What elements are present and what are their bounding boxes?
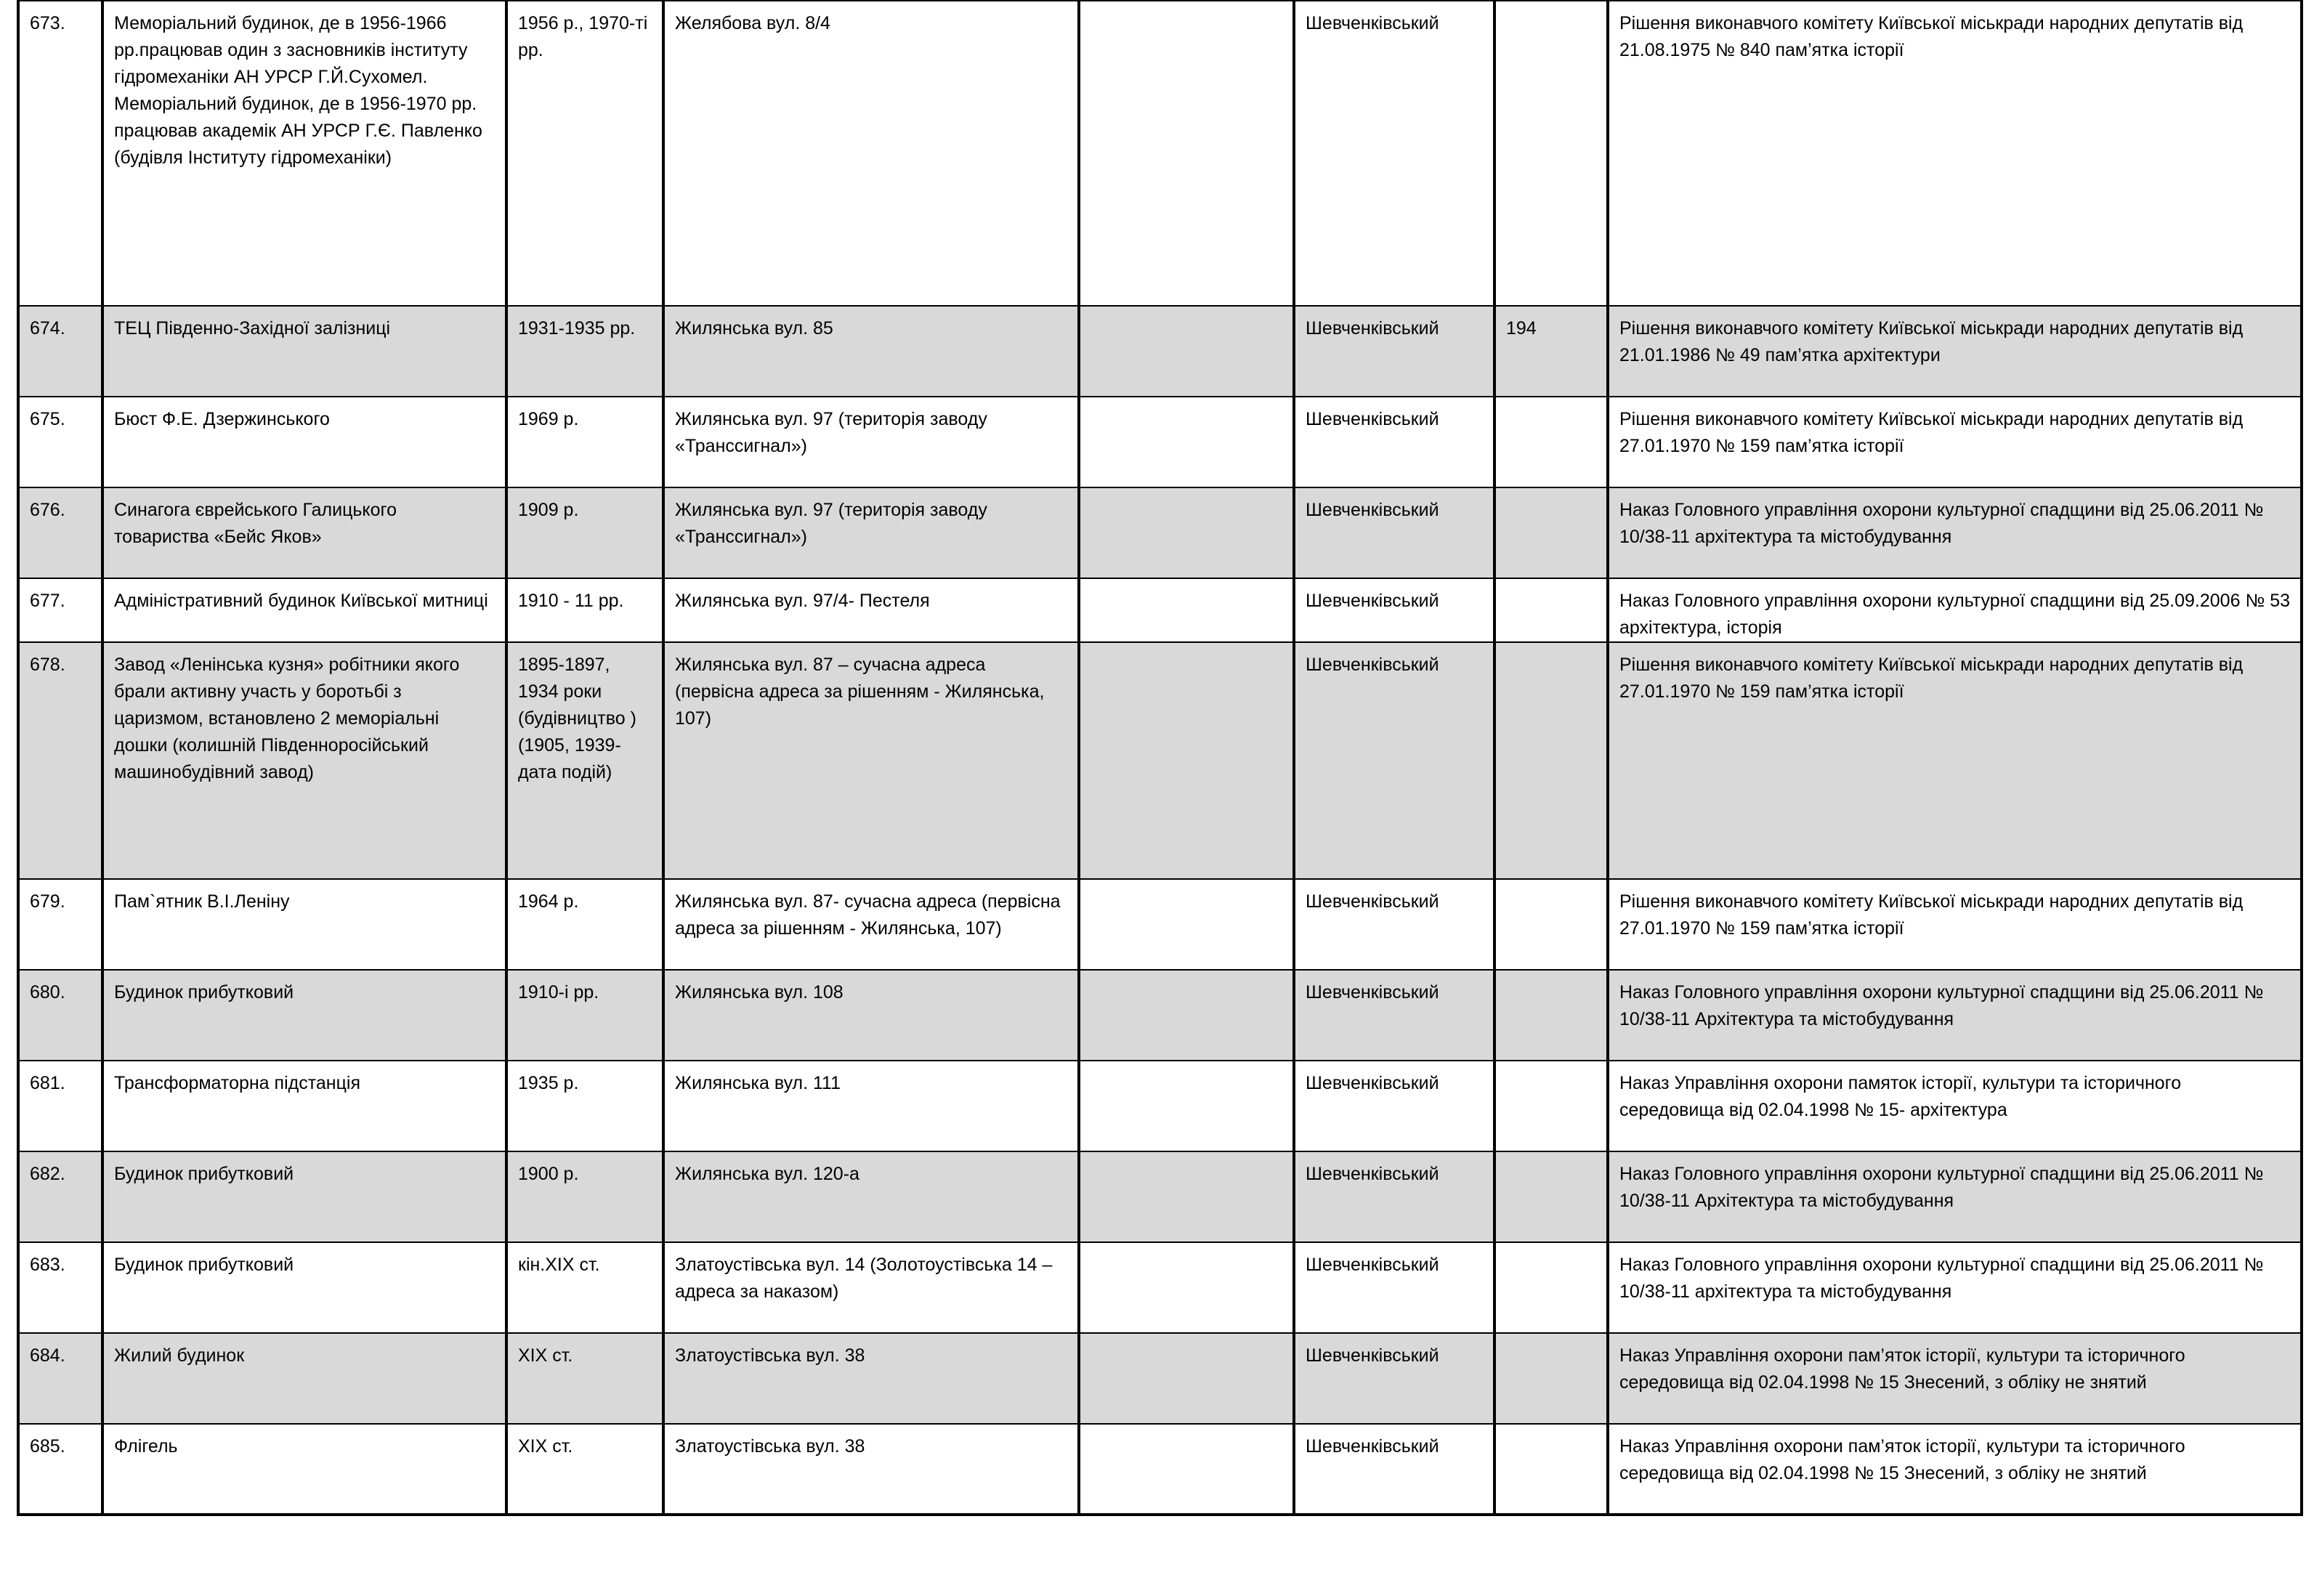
cell-object-address: Златоустівська вул. 38 bbox=[663, 1333, 1079, 1424]
cell-row-number: 676. bbox=[18, 487, 102, 578]
cell-object-date: 1895-1897, 1934 роки (будівництво ) (1905, 1939- дата подій) bbox=[506, 642, 663, 879]
table-row bbox=[18, 970, 2302, 1061]
cell-object-address: Жилянська вул. 111 bbox=[663, 1061, 1079, 1151]
cell-object-name: Будинок прибутковий bbox=[102, 970, 506, 1061]
cell-protection-document: Наказ Головного управління охорони культурної спадщини від 25.09.2006 № 53 архітектура, історія bbox=[1608, 578, 2302, 642]
table-row bbox=[18, 879, 2302, 970]
registry-rows bbox=[18, 1, 2302, 1515]
cell-object-address: Жилянська вул. 87- сучасна адреса (первісна адреса за рішенням - Жилянська, 107) bbox=[663, 879, 1079, 970]
cell-object-district: Шевченківський bbox=[1294, 397, 1494, 487]
cell-object-district: Шевченківський bbox=[1294, 1242, 1494, 1333]
monuments-registry-table bbox=[17, 0, 2303, 1516]
cell-row-number: 682. bbox=[18, 1151, 102, 1242]
cell-extra-column bbox=[1079, 1, 1294, 306]
cell-protection-number bbox=[1494, 1242, 1608, 1333]
cell-object-date: 1956 р., 1970-ті рр. bbox=[506, 1, 663, 306]
cell-object-date: 1935 р. bbox=[506, 1061, 663, 1151]
table-row bbox=[18, 487, 2302, 578]
cell-object-address: Жилянська вул. 97/4- Пестеля bbox=[663, 578, 1079, 642]
cell-row-number: 683. bbox=[18, 1242, 102, 1333]
cell-object-district: Шевченківський bbox=[1294, 578, 1494, 642]
cell-object-date: 1964 р. bbox=[506, 879, 663, 970]
cell-extra-column bbox=[1079, 487, 1294, 578]
cell-object-name: Меморіальний будинок, де в 1956-1966 рр.працював один з засновників інституту гідромеханіки АН УРСР Г.Й.Сухомел. Меморіальний будинок, де в 1956-1970 рр. працював академік АН УРСР Г.Є. Павленко (будівля Інституту гідромеханіки) bbox=[102, 1, 506, 306]
cell-object-name: Трансформаторна підстанція bbox=[102, 1061, 506, 1151]
cell-object-address: Златоустівська вул. 38 bbox=[663, 1424, 1079, 1515]
cell-object-district: Шевченківський bbox=[1294, 1333, 1494, 1424]
cell-object-district: Шевченківський bbox=[1294, 306, 1494, 397]
cell-row-number: 677. bbox=[18, 578, 102, 642]
cell-extra-column bbox=[1079, 1333, 1294, 1424]
cell-object-date: ХІХ ст. bbox=[506, 1424, 663, 1515]
cell-object-district: Шевченківський bbox=[1294, 970, 1494, 1061]
cell-protection-document: Наказ Управління охорони памяток історії, культури та історичного середовища від 02.04.1998 № 15- архітектура bbox=[1608, 1061, 2302, 1151]
table-row bbox=[18, 1424, 2302, 1515]
cell-object-district: Шевченківський bbox=[1294, 1424, 1494, 1515]
cell-extra-column bbox=[1079, 578, 1294, 642]
cell-protection-document: Рішення виконавчого комітету Київської міськради народних депутатів від 27.01.1970 № 159 пам’ятка історії bbox=[1608, 397, 2302, 487]
cell-extra-column bbox=[1079, 1061, 1294, 1151]
cell-object-district: Шевченківський bbox=[1294, 642, 1494, 879]
table-row bbox=[18, 306, 2302, 397]
cell-object-name: ТЕЦ Південно-Західної залізниці bbox=[102, 306, 506, 397]
cell-object-district: Шевченківський bbox=[1294, 1, 1494, 306]
table-row bbox=[18, 1151, 2302, 1242]
cell-row-number: 674. bbox=[18, 306, 102, 397]
cell-row-number: 681. bbox=[18, 1061, 102, 1151]
cell-extra-column bbox=[1079, 642, 1294, 879]
cell-protection-document: Рішення виконавчого комітету Київської міськради народних депутатів від 21.08.1975 № 840 пам’ятка історії bbox=[1608, 1, 2302, 306]
cell-row-number: 680. bbox=[18, 970, 102, 1061]
cell-protection-number: 194 bbox=[1494, 306, 1608, 397]
cell-object-date: 1900 р. bbox=[506, 1151, 663, 1242]
cell-object-name: Синагога єврейського Галицького товариства «Бейс Яков» bbox=[102, 487, 506, 578]
cell-object-date: 1969 р. bbox=[506, 397, 663, 487]
cell-protection-number bbox=[1494, 578, 1608, 642]
cell-protection-number bbox=[1494, 970, 1608, 1061]
cell-object-address: Жилянська вул. 97 (територія заводу «Транссигнал») bbox=[663, 487, 1079, 578]
cell-extra-column bbox=[1079, 1151, 1294, 1242]
cell-protection-document: Наказ Головного управління охорони культурної спадщини від 25.06.2011 № 10/38-11 Архітектура та містобудування bbox=[1608, 970, 2302, 1061]
cell-row-number: 673. bbox=[18, 1, 102, 306]
cell-object-date: 1910 - 11 рр. bbox=[506, 578, 663, 642]
cell-object-district: Шевченківський bbox=[1294, 879, 1494, 970]
cell-object-date: 1931-1935 рр. bbox=[506, 306, 663, 397]
cell-object-name: Будинок прибутковий bbox=[102, 1151, 506, 1242]
cell-protection-document: Рішення виконавчого комітету Київської міськради народних депутатів від 27.01.1970 № 159 пам’ятка історії bbox=[1608, 642, 2302, 879]
cell-protection-number bbox=[1494, 879, 1608, 970]
cell-object-address: Жилянська вул. 97 (територія заводу «Транссигнал») bbox=[663, 397, 1079, 487]
cell-object-name: Жилий будинок bbox=[102, 1333, 506, 1424]
table-row bbox=[18, 642, 2302, 879]
table-row bbox=[18, 1061, 2302, 1151]
cell-object-name: Адміністративний будинок Київської митниці bbox=[102, 578, 506, 642]
cell-object-address: Жилянська вул. 108 bbox=[663, 970, 1079, 1061]
cell-protection-document: Рішення виконавчого комітету Київської міськради народних депутатів від 21.01.1986 № 49 пам’ятка архітектури bbox=[1608, 306, 2302, 397]
cell-protection-number bbox=[1494, 1061, 1608, 1151]
cell-row-number: 679. bbox=[18, 879, 102, 970]
cell-extra-column bbox=[1079, 1424, 1294, 1515]
cell-extra-column bbox=[1079, 1242, 1294, 1333]
cell-extra-column bbox=[1079, 970, 1294, 1061]
cell-object-address: Жилянська вул. 85 bbox=[663, 306, 1079, 397]
cell-protection-number bbox=[1494, 1151, 1608, 1242]
table-row bbox=[18, 1333, 2302, 1424]
cell-protection-document: Наказ Головного управління охорони культурної спадщини від 25.06.2011 № 10/38-11 архітектура та містобудування bbox=[1608, 1242, 2302, 1333]
cell-object-name: Будинок прибутковий bbox=[102, 1242, 506, 1333]
cell-object-name: Пам`ятник В.І.Леніну bbox=[102, 879, 506, 970]
cell-protection-number bbox=[1494, 1424, 1608, 1515]
cell-object-address: Желябова вул. 8/4 bbox=[663, 1, 1079, 306]
cell-protection-document: Наказ Головного управління охорони культурної спадщини від 25.06.2011 № 10/38-11 Архітектура та містобудування bbox=[1608, 1151, 2302, 1242]
cell-row-number: 678. bbox=[18, 642, 102, 879]
cell-protection-document: Наказ Головного управління охорони культурної спадщини від 25.06.2011 № 10/38-11 архітектура та містобудування bbox=[1608, 487, 2302, 578]
cell-object-date: 1910-і рр. bbox=[506, 970, 663, 1061]
cell-object-date: 1909 р. bbox=[506, 487, 663, 578]
cell-object-name: Завод «Ленінська кузня» робітники якого брали активну участь у боротьбі з царизмом, встановлено 2 меморіальні дошки (колишній Південноросійський машинобудівний завод) bbox=[102, 642, 506, 879]
cell-extra-column bbox=[1079, 397, 1294, 487]
cell-protection-document: Наказ Управління охорони пам’яток історії, культури та історичного середовища від 02.04.1998 № 15 Знесений, з обліку не знятий bbox=[1608, 1424, 2302, 1515]
cell-object-district: Шевченківський bbox=[1294, 1061, 1494, 1151]
cell-row-number: 685. bbox=[18, 1424, 102, 1515]
cell-protection-document: Рішення виконавчого комітету Київської міськради народних депутатів від 27.01.1970 № 159 пам’ятка історії bbox=[1608, 879, 2302, 970]
cell-protection-number bbox=[1494, 487, 1608, 578]
cell-row-number: 684. bbox=[18, 1333, 102, 1424]
cell-protection-number bbox=[1494, 642, 1608, 879]
cell-object-address: Жилянська вул. 120-а bbox=[663, 1151, 1079, 1242]
cell-object-date: ХІХ ст. bbox=[506, 1333, 663, 1424]
cell-extra-column bbox=[1079, 879, 1294, 970]
cell-protection-document: Наказ Управління охорони пам’яток історії, культури та історичного середовища від 02.04.1998 № 15 Знесений, з обліку не знятий bbox=[1608, 1333, 2302, 1424]
cell-protection-number bbox=[1494, 397, 1608, 487]
cell-object-address: Златоустівська вул. 14 (Золотоустівська 14 – адреса за наказом) bbox=[663, 1242, 1079, 1333]
table-row bbox=[18, 397, 2302, 487]
cell-object-district: Шевченківський bbox=[1294, 487, 1494, 578]
table-row bbox=[18, 578, 2302, 642]
cell-object-name: Флігель bbox=[102, 1424, 506, 1515]
cell-protection-number bbox=[1494, 1, 1608, 306]
cell-extra-column bbox=[1079, 306, 1294, 397]
table-row bbox=[18, 1242, 2302, 1333]
cell-object-address: Жилянська вул. 87 – сучасна адреса (первісна адреса за рішенням - Жилянська, 107) bbox=[663, 642, 1079, 879]
cell-object-name: Бюст Ф.Е. Дзержинського bbox=[102, 397, 506, 487]
cell-object-date: кін.ХІХ ст. bbox=[506, 1242, 663, 1333]
cell-protection-number bbox=[1494, 1333, 1608, 1424]
cell-object-district: Шевченківський bbox=[1294, 1151, 1494, 1242]
cell-row-number: 675. bbox=[18, 397, 102, 487]
table-row bbox=[18, 1, 2302, 306]
